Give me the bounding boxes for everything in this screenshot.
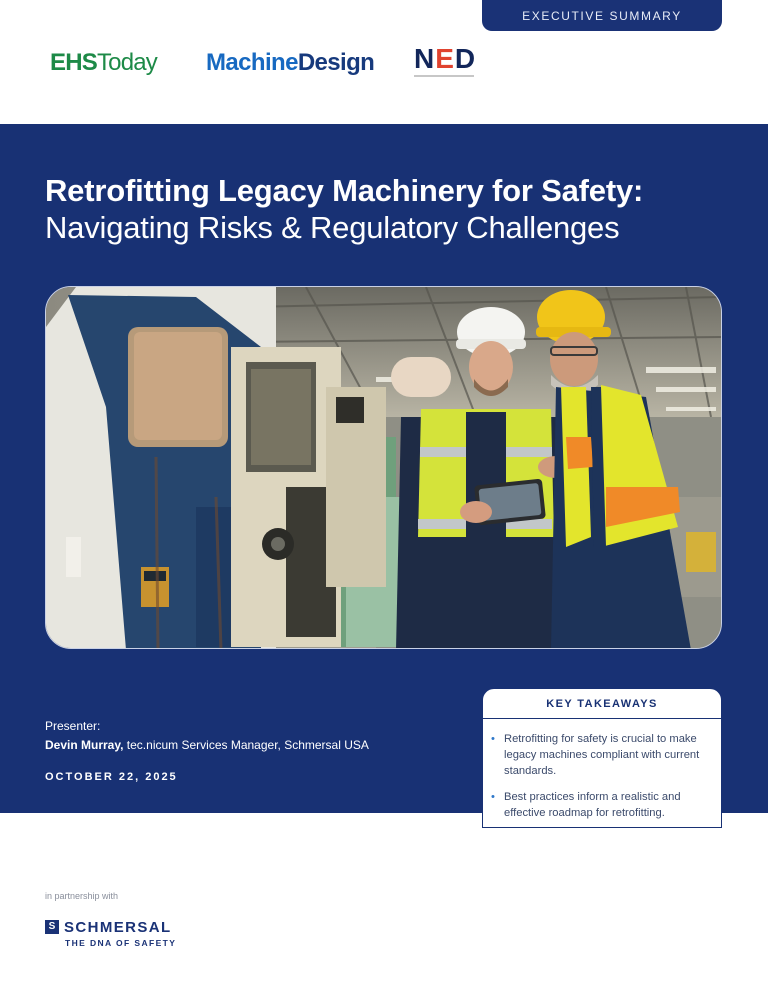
key-takeaways-list	[483, 719, 721, 821]
page-subtitle: Navigating Risks & Regulatory Challenges	[45, 210, 620, 245]
bullet-icon: •	[491, 791, 495, 803]
event-date: OCTOBER 22, 2025	[45, 771, 178, 783]
key-takeaways-box	[482, 688, 722, 828]
presenter-line	[45, 736, 369, 755]
ned-logo[interactable]: NED	[414, 44, 476, 80]
page-title: Retrofitting Legacy Machinery for Safety:	[45, 173, 644, 208]
partnership-label: in partnership with	[45, 891, 119, 901]
sponsor-tagline: THE DNA OF SAFETY	[65, 938, 177, 948]
footer-area	[0, 813, 768, 994]
machine-design-logo[interactable]: MachineDesign	[206, 49, 375, 76]
list-item: • Best practices inform a realistic and effective roadmap for retrofitting.	[491, 791, 681, 819]
executive-summary-tab: EXECUTIVE SUMMARY	[482, 0, 722, 31]
list-item: • Retrofitting for safety is crucial to make legacy machines compliant with current standards.	[491, 733, 700, 777]
hero-photo	[45, 286, 722, 649]
presenter-name: Devin Murray,	[45, 738, 124, 752]
key-takeaways-heading: KEY TAKEAWAYS	[483, 689, 721, 719]
presenter-label: Presenter:	[45, 719, 101, 733]
sponsor-name: SCHMERSAL	[64, 919, 172, 936]
presenter-block	[45, 717, 369, 755]
factory-workers-image	[46, 287, 722, 649]
ehs-today-logo[interactable]: EHSToday	[50, 49, 157, 76]
schmersal-mark-icon: S	[45, 920, 59, 934]
bullet-icon: •	[491, 733, 495, 745]
presenter-role: tec.nicum Services Manager, Schmersal USA	[123, 738, 369, 752]
